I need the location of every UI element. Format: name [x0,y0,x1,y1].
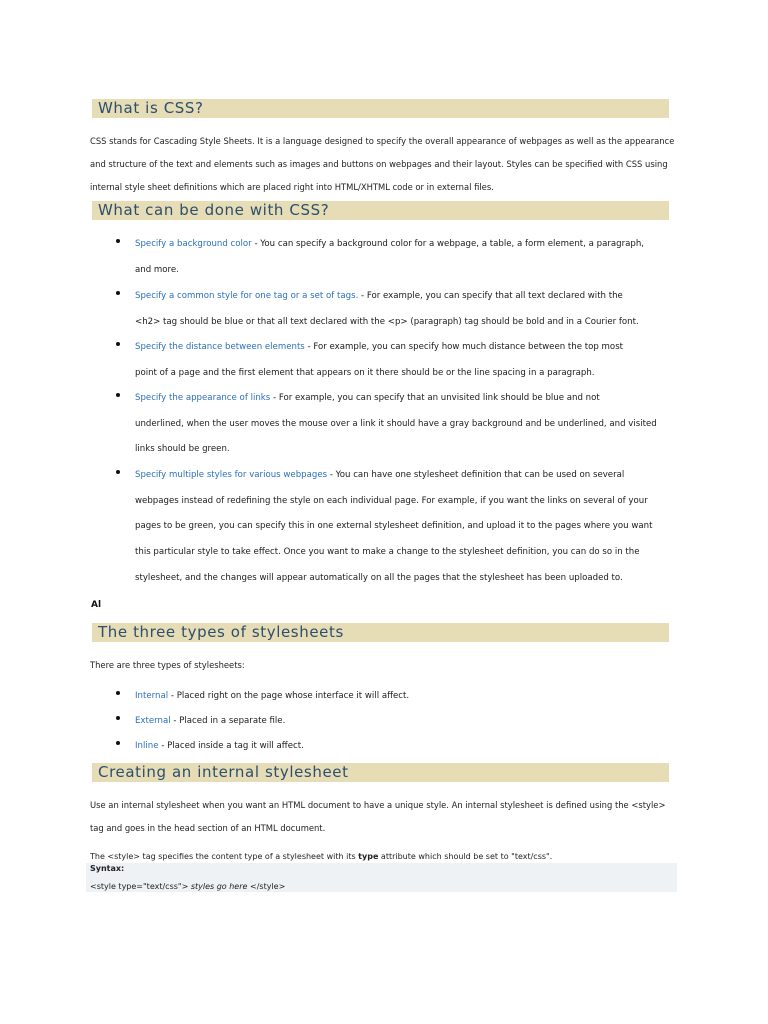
list-item-lead: Specify the appearance of links [135,393,271,403]
list-item-text: - You can specify a background color for a webpage, a table, a form element, a paragraph, [251,239,645,249]
type-keyword: type [358,852,379,861]
list-item-text: and more. [135,264,179,275]
list-item-lead: Inline [135,741,159,751]
bullet-icon [116,470,120,474]
syntax-placeholder: styles go here [190,882,248,891]
list-item-lead: Internal [135,691,169,701]
list-item-text: - For example, you can specify how much distance between the top most [304,342,624,352]
list-item-lead: External [135,716,171,726]
section-heading-three-types: The three types of stylesheets [92,623,669,642]
list-item-text: pages to be green, you can specify this in one external stylesheet definition, and upload it to the pages where you want [135,521,653,532]
list-item-lead: Specify multiple styles for various webpages [135,470,328,480]
paragraph-line: and structure of the text and elements such as images and buttons on webpages and their layout. Styles can be specified with CSS using [90,159,668,169]
bullet-icon [116,691,120,695]
section-heading-internal-stylesheet: Creating an internal stylesheet [92,763,669,782]
bullet-icon [116,239,120,243]
paragraph-line: Use an internal stylesheet when you want an HTML document to have a unique style. An internal stylesheet is defined using the <style> [90,800,666,810]
list-item-lead: Specify the distance between elements [135,342,305,352]
list-item-lead: Specify a common style for one tag or a set of tags. [135,291,359,301]
list-item-lead: Specify a background color [135,239,252,249]
section-heading-what-can-be-done: What can be done with CSS? [92,201,669,220]
list-item-text: - Placed right on the page whose interface it will affect. [168,691,410,701]
list-item-text: <h2> tag should be blue or that all text declared with the <p> (paragraph) tag should be bold and in a Courier font. [135,316,639,327]
paragraph-line: internal style sheet definitions which are placed right into HTML/XHTML code or in external files. [90,182,494,192]
list-item-text: stylesheet, and the changes will appear automatically on all the pages that the stylesheet has been uploaded to. [135,572,623,583]
syntax-label: Syntax: [90,864,125,873]
list-item-text: - Placed in a separate file. [170,716,286,726]
list-item-text: - You can have one stylesheet definition that can be used on several [327,470,625,480]
list-item-text: - Placed inside a tag it will affect. [158,741,304,751]
bullet-icon [116,393,120,397]
paragraph-line: CSS stands for Cascading Style Sheets. It is a language designed to specify the overall appearance of webpages as well as the appearance [90,136,675,146]
type-attribute-sentence: The <style> tag specifies the content type of a stylesheet with its type attribute which should be set to "text/css". [90,852,553,861]
list-item-text: underlined, when the user moves the mouse over a link it should have a gray background and be underlined, and visited [135,418,657,429]
section-heading-what-is-css: What is CSS? [92,99,669,118]
paragraph-line: There are three types of stylesheets: [90,660,245,670]
bullet-icon [116,291,120,295]
internal-paragraph [90,794,690,840]
list-item-text: - For example, you can specify that all text declared with the [358,291,623,301]
what-is-css-paragraph [90,130,690,199]
stray-text: Al [91,600,102,610]
list-item-text: point of a page and the first element that appears on it there should be or the line spacing in a paragraph. [135,367,595,378]
list-item-text: this particular style to take effect. Once you want to make a change to the stylesheet definition, you can do so in the [135,547,640,558]
bullet-icon [116,741,120,745]
list-item-text: - For example, you can specify that an unvisited link should be blue and not [270,393,600,403]
three-types-intro [90,654,690,677]
paragraph-line: tag and goes in the head section of an HTML document. [90,823,326,833]
bullet-icon [116,342,120,346]
bullet-icon [116,716,120,720]
list-item-text: webpages instead of redefining the style on each individual page. For example, if you want the links on several of your [135,495,648,506]
syntax-code: <style type="text/css"> styles go here </style> [90,882,286,891]
list-item-text: links should be green. [135,444,230,455]
